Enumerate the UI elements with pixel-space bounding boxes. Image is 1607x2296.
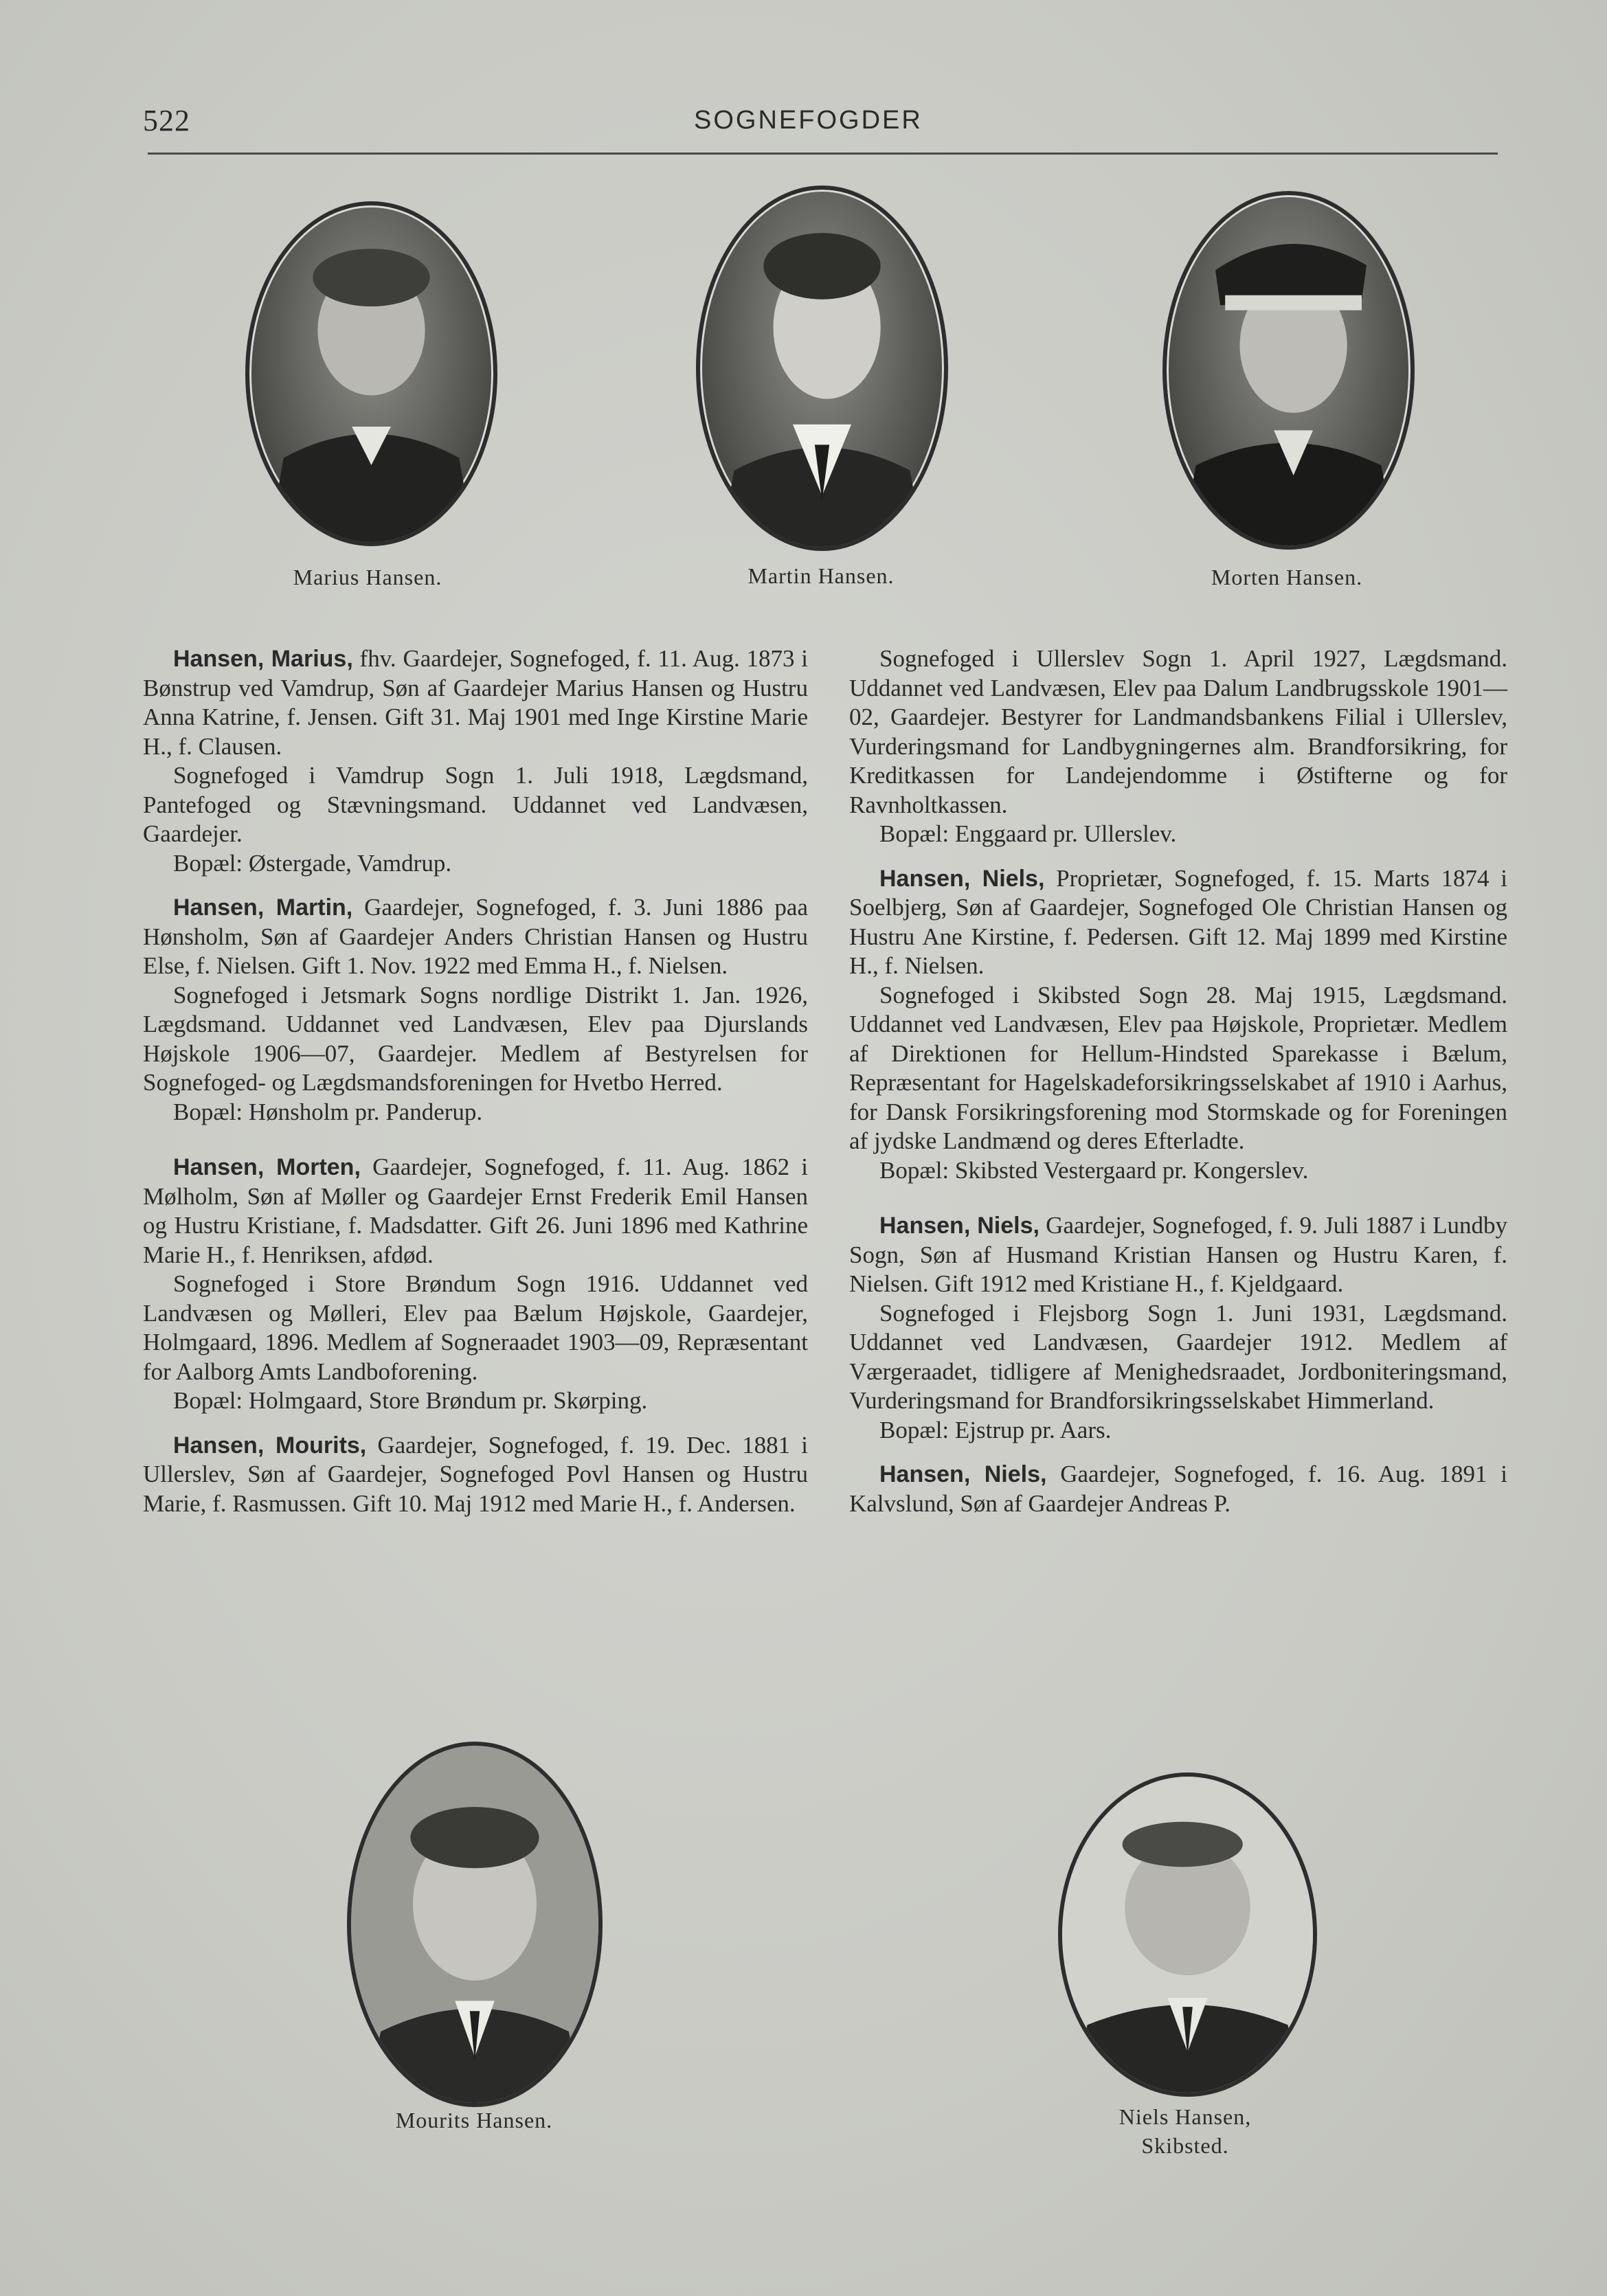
entry-niels-kalvslund [849,1460,1507,1518]
left-column [143,644,808,1518]
caption-line-place: Skibsted. [1141,2133,1229,2158]
header-rule [148,153,1498,155]
caption-marius-hansen: Marius Hansen. [293,565,442,589]
entry-residence: Bopæl: Hønsholm pr. Panderup. [173,1098,483,1125]
entry-name: Hansen, Niels, [879,865,1045,892]
caption-morten-hansen: Morten Hansen. [1211,565,1363,589]
portrait-morten-hansen [1162,191,1415,550]
entry-career: Sognefoged i Flejsborg Sogn 1. Juni 1931, Lægdsmand. Uddannet ved Landvæsen, Gaardejer 1912. Medlem af Værgeraadet, tidligere af Menighedsraadet, Jordboniteringsmand, Vurderingsmand for Brandforsikringsselskabet Himmerland. [849,1299,1507,1414]
portrait-mourits-hansen [347,1742,603,2107]
portrait-martin-hansen [696,185,948,551]
entry-residence: Bopæl: Holmgaard, Store Brøndum pr. Skørping. [173,1387,648,1414]
running-title: SOGNEFOGDER [694,106,923,135]
entry-career: Sognefoged i Vamdrup Sogn 1. Juli 1918, Lægdsmand, Pantefoged og Stævningsmand. Uddannet ved Landvæsen, Gaardejer. [143,762,808,847]
entry-residence: Bopæl: Enggaard pr. Ullerslev. [879,820,1177,847]
entry-career: Sognefoged i Ullerslev Sogn 1. April 1927, Lægdsmand. Uddannet ved Landvæsen, Elev paa Dalum Landbrugsskole 1901—02, Gaardejer. Bestyrer for Landmandsbankens Filial i Ullerslev, Vurderingsmand for Landbygningernes alm. Brandforsikring, for Kreditkassen for Landejendomme i Østifterne og for Ravnholtkassen. [849,645,1507,818]
entry-name: Hansen, Niels, [879,1461,1047,1487]
caption-martin-hansen: Martin Hansen. [748,563,895,588]
portrait-marius-hansen [245,201,497,546]
caption-line-name: Niels Hansen, [1119,2104,1252,2129]
entry-name: Hansen, Mourits, [173,1432,367,1459]
entry-bio: Gaardejer, Sognefoged, f. 3. Juni 1886 paa Hønsholm, Søn af Gaardejer Anders Christian Hansen og Hustru Else, f. Nielsen. Gift 1. Nov. 1922 med Emma H., f. Nielsen. [143,894,808,979]
entry-residence: Bopæl: Ejstrup pr. Aars. [879,1416,1112,1443]
caption-mourits-hansen: Mourits Hansen. [395,2108,553,2132]
portrait-niels-hansen-skibsted [1058,1772,1317,2097]
entry-martin [143,893,808,981]
entry-bio: Proprietær, Sognefoged, f. 15. Marts 1874 i Soelbjerg, Søn af Gaardejer, Sognefoged Ole Christian Hansen og Hustru Ane Kirstine, f. Pedersen. Gift 12. Maj 1899 med Kirstine H., f. Nielsen. [849,864,1507,979]
entry-bio: Gaardejer, Sognefoged, f. 16. Aug. 1891 i Kalvslund, Søn af Gaardejer Andreas P. [849,1461,1507,1517]
entry-bio: Gaardejer, Sognefoged, f. 9. Juli 1887 i Lundby Sogn, Søn af Husmand Kristian Hansen og Hustru Karen, f. Nielsen. Gift 1912 med Kristiane H., f. Kjeldgaard. [849,1212,1507,1297]
entry-career: Sognefoged i Skibsted Sogn 28. Maj 1915, Lægdsmand. Uddannet ved Landvæsen, Elev paa Højskole, Proprietær. Medlem af Direktionen for Hellum-Hindsted Sparekasse i Bælum, Repræsentant for Hagelskadeforsikringsselskabet af 1910 i Aarhus, for Dansk Forsikringsforening mod Stormskade og for Foreningen af jydske Landmænd og deres Efterladte. [849,981,1507,1154]
entry-residence: Bopæl: Østergade, Vamdrup. [173,849,452,877]
entry-name: Hansen, Niels, [879,1213,1040,1239]
entry-niels-skibsted [849,864,1507,981]
entry-name: Hansen, Morten, [173,1154,361,1180]
entry-mourits [143,1431,808,1519]
right-column [849,644,1507,1518]
entry-bio: Gaardejer, Sognefoged, f. 19. Dec. 1881 i Ullerslev, Søn af Gaardejer, Sognefoged Povl Hansen og Hustru Marie, f. Rasmussen. Gift 10. Maj 1912 med Marie H., f. Andersen. [143,1431,808,1517]
entry-bio: Gaardejer, Sognefoged, f. 11. Aug. 1862 i Mølholm, Søn af Møller og Gaardejer Ernst Frederik Emil Hansen og Hustru Kristiane, f. Madsdatter. Gift 26. Juni 1896 med Kathrine Marie H., f. Henriksen, afdød. [143,1153,808,1268]
entry-residence: Bopæl: Skibsted Vestergaard pr. Kongerslev. [879,1156,1309,1184]
entry-career: Sognefoged i Jetsmark Sogns nordlige Distrikt 1. Jan. 1926, Lægdsmand. Uddannet ved Landvæsen, Elev paa Djurslands Højskole 1906—07, Gaardejer. Medlem af Bestyrelsen for Sognefoged- og Lægdsmandsforeningen for Hvetbo Herred. [143,981,808,1096]
entry-name: Hansen, Marius, [173,646,353,672]
page-number: 522 [143,104,190,137]
entry-morten [143,1153,808,1270]
caption-niels-hansen-skibsted [1051,2102,1319,2160]
entry-niels-flejsborg [849,1211,1507,1299]
entry-bio: fhv. Gaardejer, Sognefoged, f. 11. Aug. 1873 i Bønstrup ved Vamdrup, Søn af Gaardejer Marius Hansen og Hustru Anna Katrine, f. Jensen. Gift 31. Maj 1901 med Inge Kirstine Marie H., f. Clausen. [143,645,809,760]
entry-career: Sognefoged i Store Brøndum Sogn 1916. Uddannet ved Landvæsen og Mølleri, Elev paa Bælum Højskole, Gaardejer, Holmgaard, 1896. Medlem af Sogneraadet 1903—09, Repræsentant for Aalborg Amts Landboforening. [143,1270,808,1385]
entry-marius [143,644,808,761]
entry-name: Hansen, Martin, [173,894,353,921]
